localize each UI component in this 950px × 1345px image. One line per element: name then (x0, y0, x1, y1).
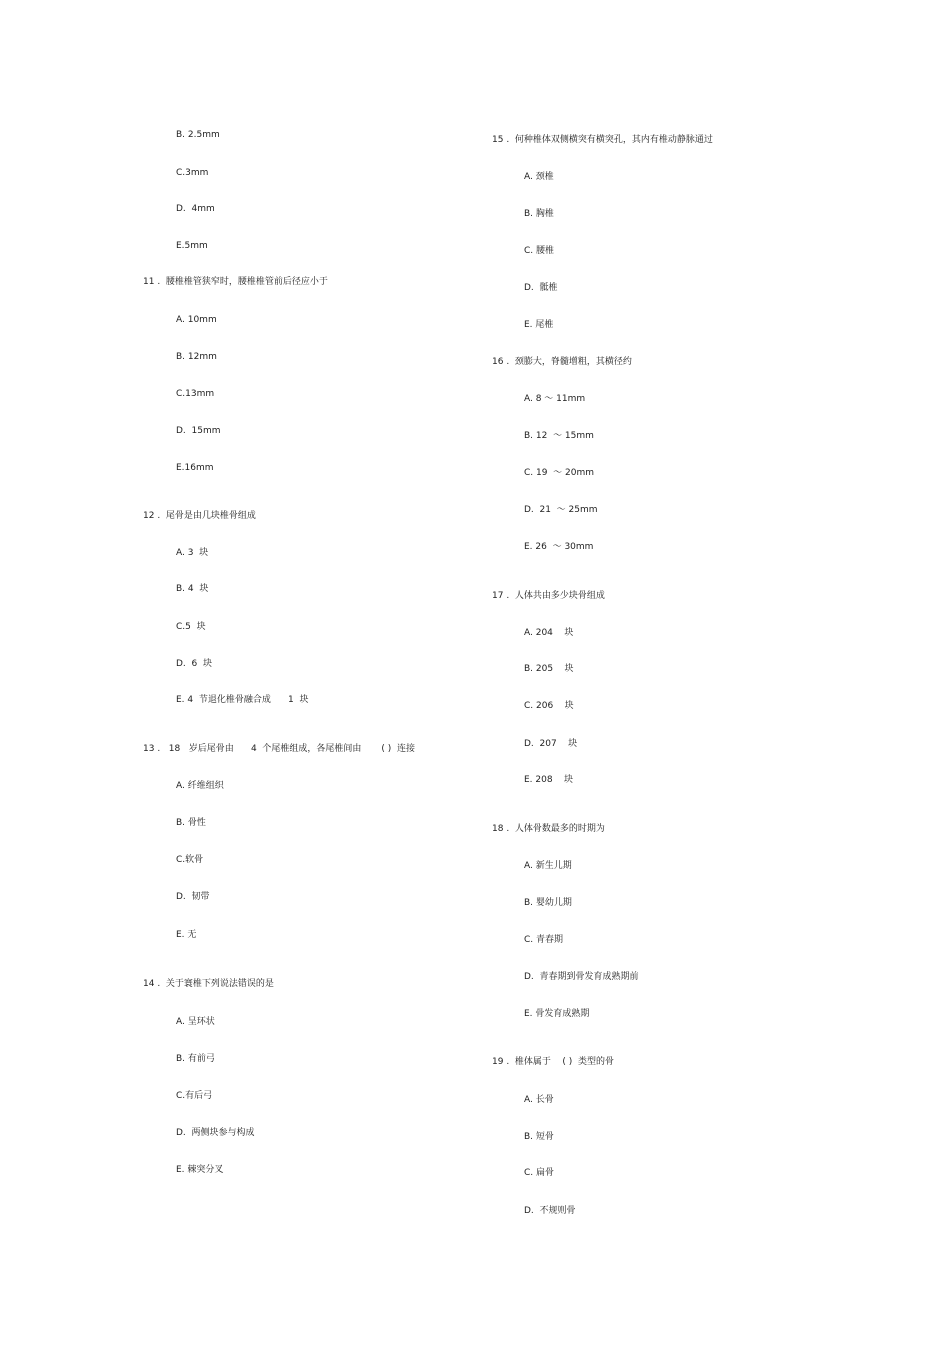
option-right: B. 短骨 (524, 1132, 554, 1142)
option-left: B. 骨性 (176, 818, 206, 828)
question-left: 11 . 腰椎椎管狭窄时，腰椎椎管前后径应小于 (143, 277, 328, 287)
option-left: E. 棘突分叉 (176, 1165, 224, 1175)
option-right: B. 12 ～ 15mm (524, 431, 594, 441)
option-right: C. 19 ～ 20mm (524, 468, 595, 478)
option-right: E. 骨发育成熟期 (524, 1009, 590, 1019)
question-right: 19 . 椎体属于 ( ) 类型的骨 (492, 1057, 614, 1067)
option-left: B. 2.5mm (176, 130, 220, 140)
option-left: B. 4 块 (176, 584, 209, 594)
option-left: A. 10mm (176, 315, 217, 325)
question-right: 15 . 何种椎体双侧横突有横突孔，其内有椎动静脉通过 (492, 135, 713, 145)
option-right: B. 胸椎 (524, 209, 554, 219)
option-right: A. 新生儿期 (524, 861, 572, 871)
option-right: A. 长骨 (524, 1095, 554, 1105)
option-left: C.3mm (176, 168, 209, 178)
option-left: A. 呈环状 (176, 1017, 215, 1027)
option-right: A. 颈椎 (524, 172, 554, 182)
option-left: A. 纤维组织 (176, 781, 224, 791)
option-left: E.16mm (176, 463, 214, 473)
option-right: D. 骶椎 (524, 283, 558, 293)
option-right: B. 205 块 (524, 664, 574, 674)
option-left: D. 4mm (176, 204, 215, 214)
question-right: 17 . 人体共由多少块骨组成 (492, 591, 605, 601)
option-left: D. 两侧块参与构成 (176, 1128, 255, 1138)
option-right: B. 婴幼儿期 (524, 898, 572, 908)
option-right: C. 206 块 (524, 701, 574, 711)
option-right: A. 204 块 (524, 628, 574, 638)
option-right: D. 21 ～ 25mm (524, 505, 598, 515)
option-left: A. 3 块 (176, 548, 209, 558)
option-left: D. 6 块 (176, 659, 212, 669)
option-left: C.13mm (176, 389, 215, 399)
option-left: D. 15mm (176, 426, 221, 436)
question-right: 18 . 人体骨数最多的时期为 (492, 824, 605, 834)
question-left: 14 . 关于寰椎下列说法错误的是 (143, 979, 274, 989)
option-left: C.5 块 (176, 622, 206, 632)
option-right: D. 207 块 (524, 739, 578, 749)
option-right: E. 26 ～ 30mm (524, 542, 594, 552)
option-left: E.5mm (176, 241, 208, 251)
question-left: 13 . 18 岁后尾骨由 4 个尾椎组成，各尾椎间由 ( ) 连接 (143, 744, 416, 754)
option-right: E. 208 块 (524, 775, 574, 785)
option-right: C. 腰椎 (524, 246, 555, 256)
option-left: E. 4 节退化椎骨融合成 1 块 (176, 695, 309, 705)
question-right: 16 . 颈膨大，脊髓增粗，其横径约 (492, 357, 632, 367)
option-right: C. 青春期 (524, 935, 564, 945)
option-right: D. 不规则骨 (524, 1206, 576, 1216)
question-left: 12 . 尾骨是由几块椎骨组成 (143, 511, 256, 521)
option-left: B. 有前弓 (176, 1054, 215, 1064)
option-left: C.软骨 (176, 855, 204, 865)
option-right: D. 青春期到骨发育成熟期前 (524, 972, 639, 982)
option-left: B. 12mm (176, 352, 217, 362)
option-right: A. 8 ～ 11mm (524, 394, 586, 404)
option-right: E. 尾椎 (524, 320, 554, 330)
option-left: E. 无 (176, 930, 197, 940)
option-left: D. 韧带 (176, 892, 210, 902)
option-right: C. 扁骨 (524, 1168, 555, 1178)
option-left: C.有后弓 (176, 1091, 213, 1101)
